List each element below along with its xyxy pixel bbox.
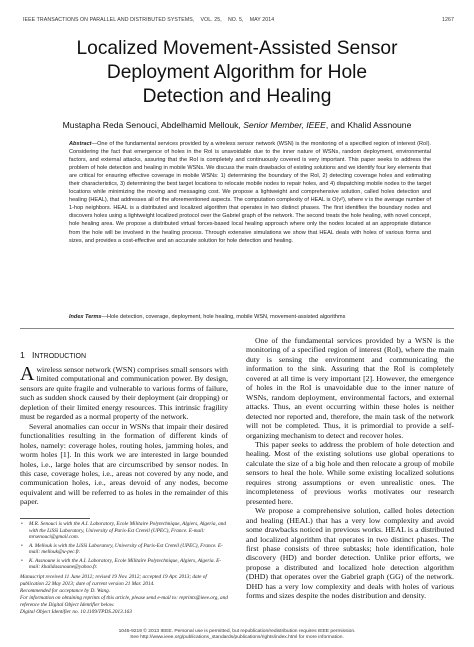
index-terms (69, 313, 431, 321)
section-heading (20, 350, 86, 360)
title-line-3: Detection and Healing (142, 86, 332, 107)
right-paragraph-1: One of the fundamental services provided by a WSN is the monitoring of a specified region of interest (RoI), where the main duty is sensing the environment and communicating the information to the sink. Assuring that the RoI is completely covered at all time is very important [2]. However, the emergence of holes in the RoI is unavoidable due to the inner nature of WSNs, random deployment, environmental factors, and external attacks. Thus, an event occurring within these holes is neither detected nor reported and, therefore, the main task of the network will not be completed. Thus, it is primordial to provide a self-organizing mechanism to detect and recover holes. (246, 336, 454, 440)
page-number: 1267 (442, 17, 454, 23)
title-line-1: Localized Movement-Assisted Sensor (76, 38, 398, 59)
header-divider (20, 328, 454, 329)
footnotes (20, 521, 228, 616)
section-number: 1 (20, 350, 25, 360)
right-paragraph-3: We propose a comprehensive solution, called holes detection and healing (HEAL) that has a very low complexity and avoid some drawbacks noticed in previous works. HEAL is a distributed and localized algorithm that operates in two distinct phases. The first phase consists of three subtasks; hole identification, hole discovery (HD) and border detection. Unlike prior efforts, we propose a distributed and localized hole detection algorithm (DHD) that operates over the Gabriel graph (GG) of the network. DHD has a very low complexity and deals with holes of various forms and sizes despite the nodes distribution and density. (246, 506, 454, 601)
reprints-info: For information on obtaining reprints of this article, please send e-mail to: reprints@ieee.org, and reference the Digital Object Identifier below. (20, 595, 228, 608)
abstract-label: Abstract (69, 141, 92, 147)
copyright-footer (20, 629, 454, 641)
doi: Digital Object Identifier no. 10.1109/TPDS.2013.163 (20, 608, 132, 615)
section-title-initial: I (31, 350, 35, 360)
index-terms-text: —Hole detection, coverage, deployment, hole healing, mobile WSN, movement-assisted algorithms (101, 314, 346, 320)
running-head (23, 17, 454, 23)
manuscript-dates: Manuscript received 11 June 2012; revised 19 Nov. 2012; accepted 19 Apr. 2013; date of publication 22 May 2013; date of current version 21 Mar. 2014. (20, 574, 207, 587)
journal-info: IEEE TRANSACTIONS ON PARALLEL AND DISTRIBUTED SYSTEMS, VOL. 25, NO. 5, MAY 2014 (23, 17, 275, 23)
right-paragraph-2: This paper seeks to address the problem of hole detection and healing. Most of the existing solutions use global operations to calculate the size of a big hole and then relocate a group of mobile sensors to heal the hole. While some existing localized solutions requires strong assumptions or even unrealistic ones. The incompleteness of previous works motivates our research presented here. (246, 439, 454, 506)
footnote-affiliation-2: • A. Mellouk is with the LiSSi Laboratory, University of Paris-Est Creteil (UPEC), France. E-mail: mellouk@u-pec.fr. (20, 543, 228, 556)
drop-cap: A (20, 363, 35, 385)
section-title-rest: NTRODUCTION (34, 353, 87, 360)
index-terms-label: Index Terms (69, 314, 102, 320)
intro-paragraph-2: Several anomalies can occur in WSNs that impair their desired functionalities resulting in the formation of different kinds of holes, namely: coverage holes, routing holes, jamming holes, and worm holes [1]. In this work we are interested in large bounded holes, i.e., large holes that are circumscribed by sensor nodes. In this case, coverage holes, i.e., areas not covered by any node, and communication holes, i.e., areas devoid of any nodes, become equivalent and will be referred to as holes in the remainder of this paper. (20, 421, 228, 507)
footnote-affiliation-1: • M.R. Senouci is with the A.I. Laboratory, Ecole Militaire Polytechnique, Algiers, Algeria, and with the LiSSi Laboratory, University of Paris-Est Creteil (UPEC), France. E-mail: mrsenouci@gmail.com. (20, 521, 228, 541)
abstract-text: —One of the fundamental services provided by a wireless sensor network (WSN) is the monitoring of a specified region of interest (RoI). Considering the fact that emergence of holes in the RoI is unavoidable due to the inner nature of WSNs, random deployment, environmental factors, and external attacks, assuring that the RoI is completely and continuously covered is very important. This paper seeks to address the problem of hole detection and healing in mobile WSNs. We discuss the main drawbacks of existing solutions and we identify four key elements that are critical for ensuring effective coverage in mobile WSNs: 1) determining the boundary of the RoI, 2) detecting coverage holes and estimating their characteristics, 3) determining the best target locations to relocate mobile nodes to repair holes, and 4) dispatching mobile nodes to the target locations while minimizing the moving and messaging cost. We propose a lightweight and comprehensive solution, called holes detection and healing (HEAL), that addresses all of the aforementioned aspects. The computation complexity of HEAL is O(v²), where v is the average number of 1-hop neighbors. HEAL is a distributed and localized algorithm that operates in two distinct phases. The first identifies the boundary nodes and discovers holes using a lightweight localized protocol over the Gabriel graph of the network. The second treats the hole healing, with novel concept, hole healing area. We propose a distributed virtual forces-based local healing approach where only the nodes located at an appropriate distance from the hole will be involved in the healing process. Through extensive simulations we show that HEAL deals with holes of various forms and sizes, and provides a cost-effective and an accurate solution for hole detection and healing. (69, 141, 431, 244)
left-column (20, 365, 228, 507)
intro-paragraph-1 (20, 365, 228, 422)
manuscript-meta (20, 574, 228, 615)
authors-part-2: , and Khalid Assnoune (325, 120, 412, 130)
copyright-line-1: 1045-9219 © 2013 IEEE. Personal use is permitted, but republication/redistribution requires IEEE permission. (118, 629, 356, 634)
recommending-editor: Recommended for acceptance by D. Wang. (20, 587, 111, 594)
paper-title (20, 37, 454, 109)
footnote-affiliation-3: • K. Assnoune is with the A.I. Laboratory, Ecole Militaire Polytechnique, Algiers, Algeria. E-mail: khalidassnoune@yahoo.fr. (20, 558, 228, 571)
right-column (246, 336, 454, 601)
authors-part-1: Mustapha Reda Senouci, Abdelhamid Mellouk, (62, 120, 244, 130)
copyright-line-2: See http://www.ieee.org/publications_standards/publications/rights/index.html for more information. (130, 635, 344, 640)
author-list (20, 120, 454, 130)
author-membership: Senior Member, IEEE (243, 120, 326, 130)
intro-paragraph-1-text: wireless sensor network (WSN) comprises small sensors with limited computational and communication power. By design, sensors are quite fragile and vulnerable to various forms of failure, such as sudden shock caused by their deployment (air dropping) or depletion of their limited energy resources. This intrinsic fragility must be regarded as a normal property of the network. (20, 365, 228, 422)
footnote-divider (20, 518, 90, 519)
title-line-2: Deployment Algorithm for Hole (106, 62, 368, 83)
abstract (69, 140, 431, 245)
